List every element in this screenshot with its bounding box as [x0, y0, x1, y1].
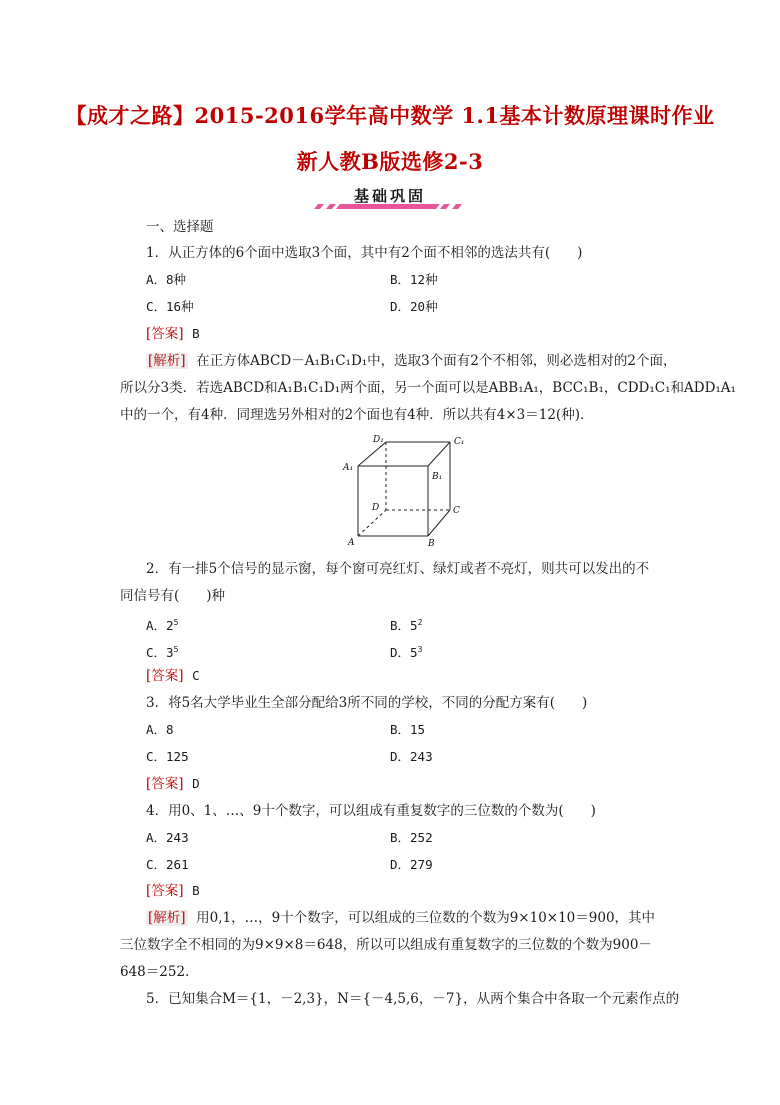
answer-label: [答案] — [146, 883, 184, 899]
q3-option-d: D．243 — [390, 749, 433, 764]
q3-stem: 3．将5名大学毕业生全部分配给3所不同的学校，不同的分配方案有( ) — [146, 695, 588, 711]
vertex-c: C — [453, 506, 460, 516]
q1-stem: 1．从正方体的6个面中选取3个面，其中有2个面不相邻的选法共有( ) — [146, 245, 583, 261]
q5-stem: 5．已知集合M＝{1，－2,3}，N＝{－4,5,6，－7}，从两个集合中各取一个元素作点的 — [146, 991, 680, 1007]
explain-text: 用0,1，…，9十个数字，可以组成的三位数的个数为9×10×10＝900，其中 — [196, 910, 656, 926]
page-title: 【成才之路】2015-2016学年高中数学 1.1基本计数原理课时作业 — [65, 103, 715, 128]
q1-option-d: D．20种 — [390, 299, 438, 314]
q4-option-b: B．252 — [390, 830, 433, 845]
explain-label: [解析] — [148, 910, 186, 926]
answer-label: [答案] — [146, 326, 184, 342]
q3-option-a: A．8 — [146, 722, 174, 737]
q4-explain-line3: 648＝252. — [120, 964, 190, 980]
vertex-a1: A₁ — [343, 463, 354, 473]
q3-answer — [146, 775, 200, 793]
vertex-b: B — [428, 539, 435, 549]
answer-label: [答案] — [146, 776, 184, 792]
section-banner — [312, 186, 468, 210]
q2-option-c: C．$3^5$ — [146, 645, 179, 661]
vertex-d1: D₁ — [373, 435, 384, 445]
q3-option-c: C．125 — [146, 749, 189, 764]
q2-option-a: A．$2^5$ — [146, 618, 179, 634]
section-heading: 一、选择题 — [146, 219, 214, 235]
q3-option-b: B．15 — [390, 722, 426, 737]
q1-option-b: B．12种 — [390, 272, 438, 287]
q2-option-d: D．$5^3$ — [390, 645, 423, 661]
q2-option-b: B．$5^2$ — [390, 618, 423, 634]
q1-explain-line3: 中的一个，有4种．同理选另外相对的2个面也有4种．所以共有4×3＝12(种)． — [120, 407, 594, 423]
q4-option-c: C．261 — [146, 857, 189, 872]
vertex-a: A — [348, 538, 355, 548]
q4-answer — [146, 882, 200, 900]
q1-answer — [146, 325, 200, 343]
q1-explain-line2: 所以分3类．若选ABCD和A₁B₁C₁D₁两个面，另一个面可以是ABB₁A₁，BCC₁B₁，CDD₁C₁和ADD₁A₁ — [120, 380, 736, 396]
q4-option-d: D．279 — [390, 857, 433, 872]
q4-explain-line2: 三位数字全不相同的为9×9×8＝648，所以可以组成有重复数字的三位数的个数为900－ — [120, 937, 652, 953]
explain-text: 在正方体ABCD－A₁B₁C₁D₁中，选取3个面有2个不相邻，则必选相对的2个面， — [196, 353, 677, 369]
q1-option-a: A．8种 — [146, 272, 187, 287]
q2-stem-line1: 2．有一排5个信号的显示窗，每个窗可亮红灯、绿灯或者不亮灯，则共可以发出的不 — [146, 561, 650, 577]
answer-value: B — [192, 883, 200, 898]
q4-explain-line1 — [146, 909, 655, 927]
q1-explain-line1 — [146, 352, 676, 370]
cube-figure — [340, 432, 470, 550]
answer-value: D — [192, 776, 200, 791]
explain-label: [解析] — [148, 353, 186, 369]
answer-value: B — [192, 326, 200, 341]
answer-label: [答案] — [146, 668, 184, 684]
banner-label: 基础巩固 — [353, 187, 426, 205]
q4-stem: 4．用0、1、…、9十个数字，可以组成有重复数字的三位数的个数为( ) — [146, 803, 596, 819]
page-subtitle: 新人教B版选修2-3 — [296, 149, 484, 174]
answer-value: C — [192, 668, 200, 683]
q2-stem-line2: 同信号有( )种 — [120, 588, 226, 604]
vertex-c1: C₁ — [454, 437, 465, 447]
vertex-b1: B₁ — [432, 472, 443, 482]
q4-option-a: A．243 — [146, 830, 189, 845]
q1-option-c: C．16种 — [146, 299, 194, 314]
q2-answer — [146, 667, 200, 685]
vertex-d: D — [372, 503, 380, 513]
